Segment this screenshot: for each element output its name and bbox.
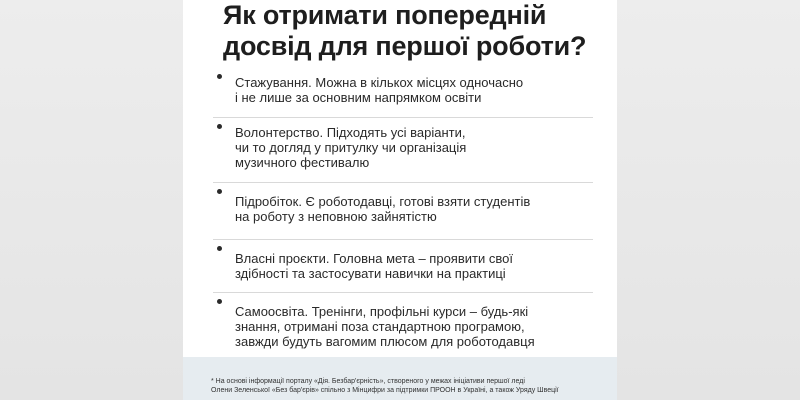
item-text-line: Підробіток. Є роботодавці, готові взяти студентів xyxy=(235,194,531,209)
item-text-line: Волонтерство. Підходять усі варіанти, xyxy=(235,125,466,140)
footer-band xyxy=(183,357,617,400)
bullet-icon xyxy=(217,74,222,79)
item-text-line: і не лише за основним напрямком освіти xyxy=(235,90,482,105)
footnote-line: * На основі інформації порталу «Дія. Безбар'єрність», створеного у межах ініціативи першої леді xyxy=(211,378,525,385)
bullet-icon xyxy=(217,189,222,194)
item-text-line: знання, отримані поза стандартною програмою, xyxy=(235,319,525,334)
list-item-self-education xyxy=(213,293,593,349)
title-line: Як отримати попередній xyxy=(223,0,547,30)
page-title xyxy=(223,0,603,62)
footnote xyxy=(211,377,601,395)
infographic-card xyxy=(183,0,617,400)
list-item-own-projects xyxy=(213,240,593,293)
list-item-part-time xyxy=(213,183,593,240)
tips-list xyxy=(213,68,593,349)
item-text-line: здібності та застосувати навички на практиці xyxy=(235,266,506,281)
list-item-internship xyxy=(213,68,593,118)
footnote-line: Олени Зеленської «Без бар'єрів» спільно з Мінцифри за підтримки ПРООН в Україні, а також Уряду Швеції xyxy=(211,387,559,394)
item-text-line: чи то догляд у притулку чи організація xyxy=(235,140,467,155)
bullet-icon xyxy=(217,299,222,304)
item-text-line: Самоосвіта. Тренінги, профільні курси – будь-які xyxy=(235,304,529,319)
item-text-line: на роботу з неповною зайнятістю xyxy=(235,209,437,224)
list-item-volunteering xyxy=(213,118,593,183)
title-line: досвід для першої роботи? xyxy=(223,31,587,61)
item-text-line: завжди будуть вагомим плюсом для роботодавця xyxy=(235,334,535,349)
background-left xyxy=(0,0,183,400)
item-text-line: Власні проєкти. Головна мета – проявити свої xyxy=(235,251,513,266)
bullet-icon xyxy=(217,124,222,129)
item-text-line: Стажування. Можна в кількох місцях одночасно xyxy=(235,75,524,90)
item-text-line: музичного фестивалю xyxy=(235,155,370,170)
background-right xyxy=(617,0,800,400)
bullet-icon xyxy=(217,246,222,251)
